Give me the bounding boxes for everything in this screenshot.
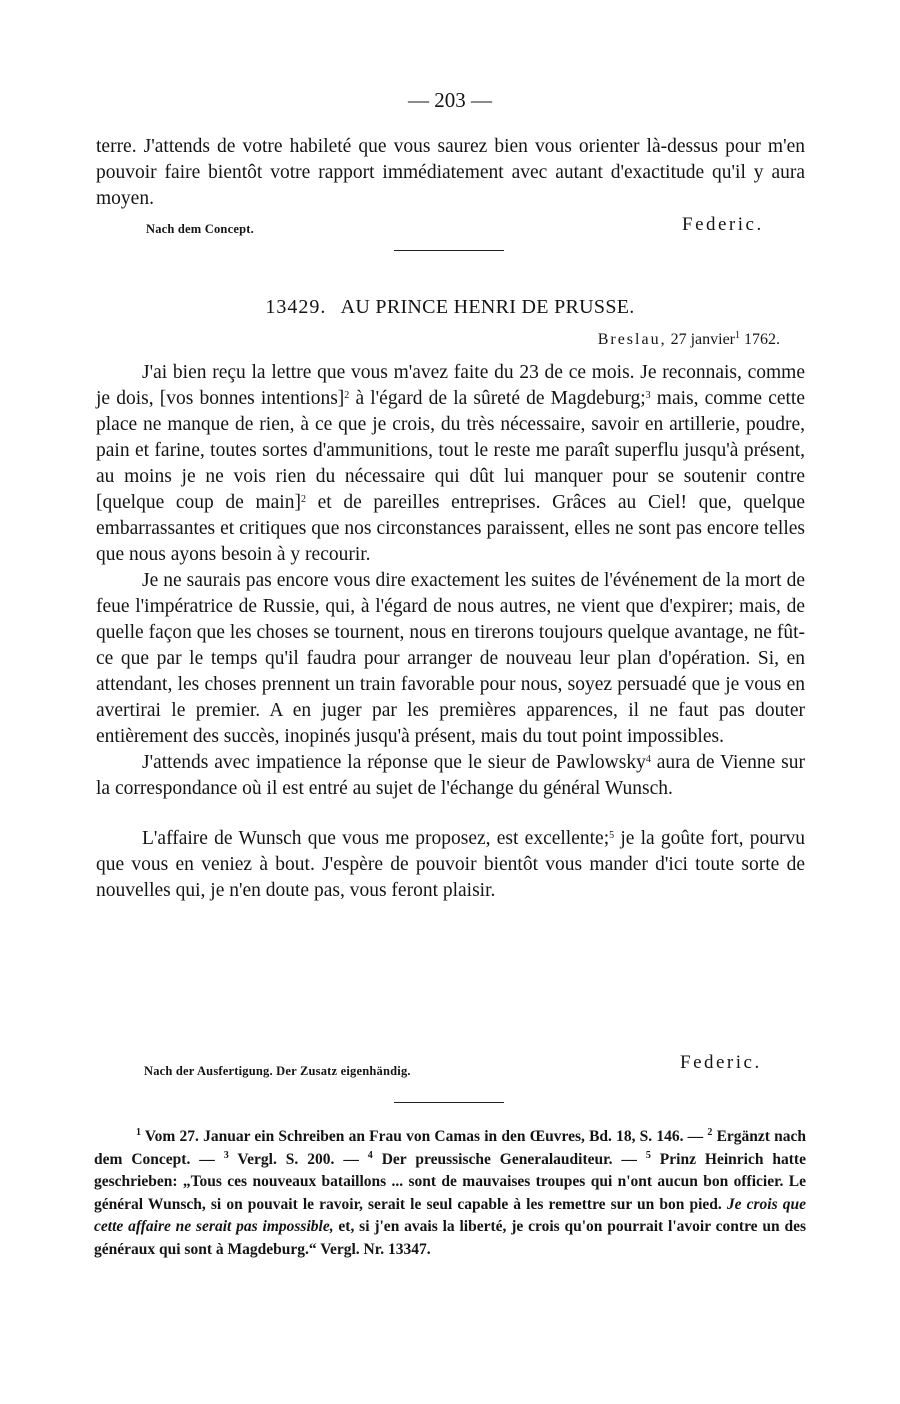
letter-year: 1762. <box>744 331 780 348</box>
previous-letter-signature: Federic. <box>682 214 764 235</box>
footnote-ref: 5 <box>609 830 615 841</box>
text-run: et de pareilles entreprises. Grâces au Ciel! que, quelque embarrassantes et critiques que nos circonstances paraissent, elles ne sont pas encore telles que nous ayons besoin à y recourir. <box>96 492 806 565</box>
previous-letter-source-note: Nach dem Concept. <box>146 222 254 236</box>
letter-source-note: Nach der Ausfertigung. Der Zusatz eigenhändig. <box>144 1064 411 1078</box>
footnotes <box>94 1126 806 1262</box>
letter-heading <box>0 296 900 319</box>
footnote-text: Ergänzt nach dem Concept. — <box>94 1128 807 1168</box>
footnote-number: 5 <box>645 1149 651 1161</box>
footnote-block <box>94 1126 806 1262</box>
footnote-ref: 2 <box>344 390 350 401</box>
letter-body <box>96 360 805 904</box>
footnote-text: Prinz Heinrich hatte geschrieben: „Tous ces nouveaux bataillons ... sont de mauvaises troupes qui n'ont aucun bon officier. Le général Wunsch, si on pouvait le ravoir, serait le seul capable à les remettre sur un bon pied. <box>94 1150 806 1213</box>
letter-paragraph-1 <box>96 360 805 568</box>
letter-number: 13429. <box>265 296 327 318</box>
letter-postscript <box>96 826 805 904</box>
letter-date: 27 janvier <box>670 331 735 348</box>
footnote-text: Der preussische Generalauditeur. — <box>372 1150 646 1168</box>
letter-signature: Federic. <box>680 1052 762 1073</box>
footnote-ref: 3 <box>645 390 651 401</box>
previous-letter-paragraph: terre. J'attends de votre habileté que vous saurez bien vous orienter là-dessus pour m'en pouvoir faire bientôt votre rapport immédiatement avec autant d'exactitude qu'il y aura moyen. <box>96 136 805 209</box>
text-run: mais, comme cette place ne manque de rien, à ce que je crois, du très nécessaire, savoir en artillerie, poudre, pain et farine, toutes sortes d'ammunitions, tout le reste me paraît superflu jusqu'à présent, au moins je ne vois rien du nécessaire qui dût lui manquer pour se soutenir contre [quelque coup de main] <box>96 388 805 513</box>
page-number: — 203 — <box>408 88 492 112</box>
text-run: L'affaire de Wunsch que vous me proposez, est excellente; <box>142 828 610 849</box>
footnote-ref: 2 <box>300 494 306 505</box>
footnote-number: 1 <box>136 1127 141 1138</box>
footnote-italic-text: Je crois que cette affaire ne serait pas impossible, <box>94 1195 806 1236</box>
previous-letter-text <box>96 134 805 212</box>
text-run: J'attends avec impatience la réponse que le sieur de Pawlowsky <box>142 752 646 773</box>
footnote-number: 2 <box>707 1127 713 1138</box>
footnote-ref: 1 <box>735 330 740 341</box>
footnote-text: et, si j'en avais la liberté, je crois qu'on pourrait l'avoir contre un des généraux qui sont à Magdeburg.“ Vergl. Nr. 13347. <box>94 1218 806 1258</box>
text-run: J'ai bien reçu la lettre que vous m'avez faite du 23 de ce mois. Je reconnais, comme je dois, [vos bonnes intentions] <box>96 362 805 409</box>
text-run: aura de Vienne sur la correspondance où il est entré au sujet de l'échange du général Wunsch. <box>96 752 805 799</box>
footnote-number: 3 <box>223 1149 229 1161</box>
letter-dateline <box>598 331 780 349</box>
letter-paragraph-3 <box>96 750 805 802</box>
footnote-text: Vom 27. Januar ein Schreiben an Frau von Camas in den Œuvres, Bd. 18, S. 146. — <box>141 1128 708 1145</box>
footnote-divider <box>394 1102 504 1103</box>
text-run: à l'égard de la sûreté de Magdeburg; <box>349 388 646 409</box>
section-divider <box>394 250 504 251</box>
footnote-number: 4 <box>367 1149 373 1161</box>
footnote-text: Vergl. S. 200. — <box>228 1150 368 1168</box>
letter-paragraph-2: Je ne saurais pas encore vous dire exactement les suites de l'événement de la mort de feue l'impératrice de Russie, qui, à l'égard de nous autres, ne vient que d'expirer; mais, de quelle façon que les choses se tournent, nous en tirerons toujours quelque avantage, ne fût-ce que par le temps qu'il faudra pour arranger de nouveau leur plan d'opération. Si, en attendant, les choses prennent un train favorable pour nous, soyez persuadé que je vous en avertirai le premier. A en juger par les premières apparences, il ne faut pas douter entièrement des succès, inopinés jusqu'à présent, mais du tout point impossibles. <box>96 570 805 747</box>
text-run: je la goûte fort, pourvu que vous en veniez à bout. J'espère de pouvoir bientôt vous mander d'ici toute sorte de nouvelles qui, je n'en doute pas, vous feront plaisir. <box>96 828 805 901</box>
letter-recipient: AU PRINCE HENRI DE PRUSSE. <box>340 296 635 318</box>
footnote-ref: 4 <box>645 754 651 765</box>
letter-place: Breslau, <box>597 331 667 348</box>
